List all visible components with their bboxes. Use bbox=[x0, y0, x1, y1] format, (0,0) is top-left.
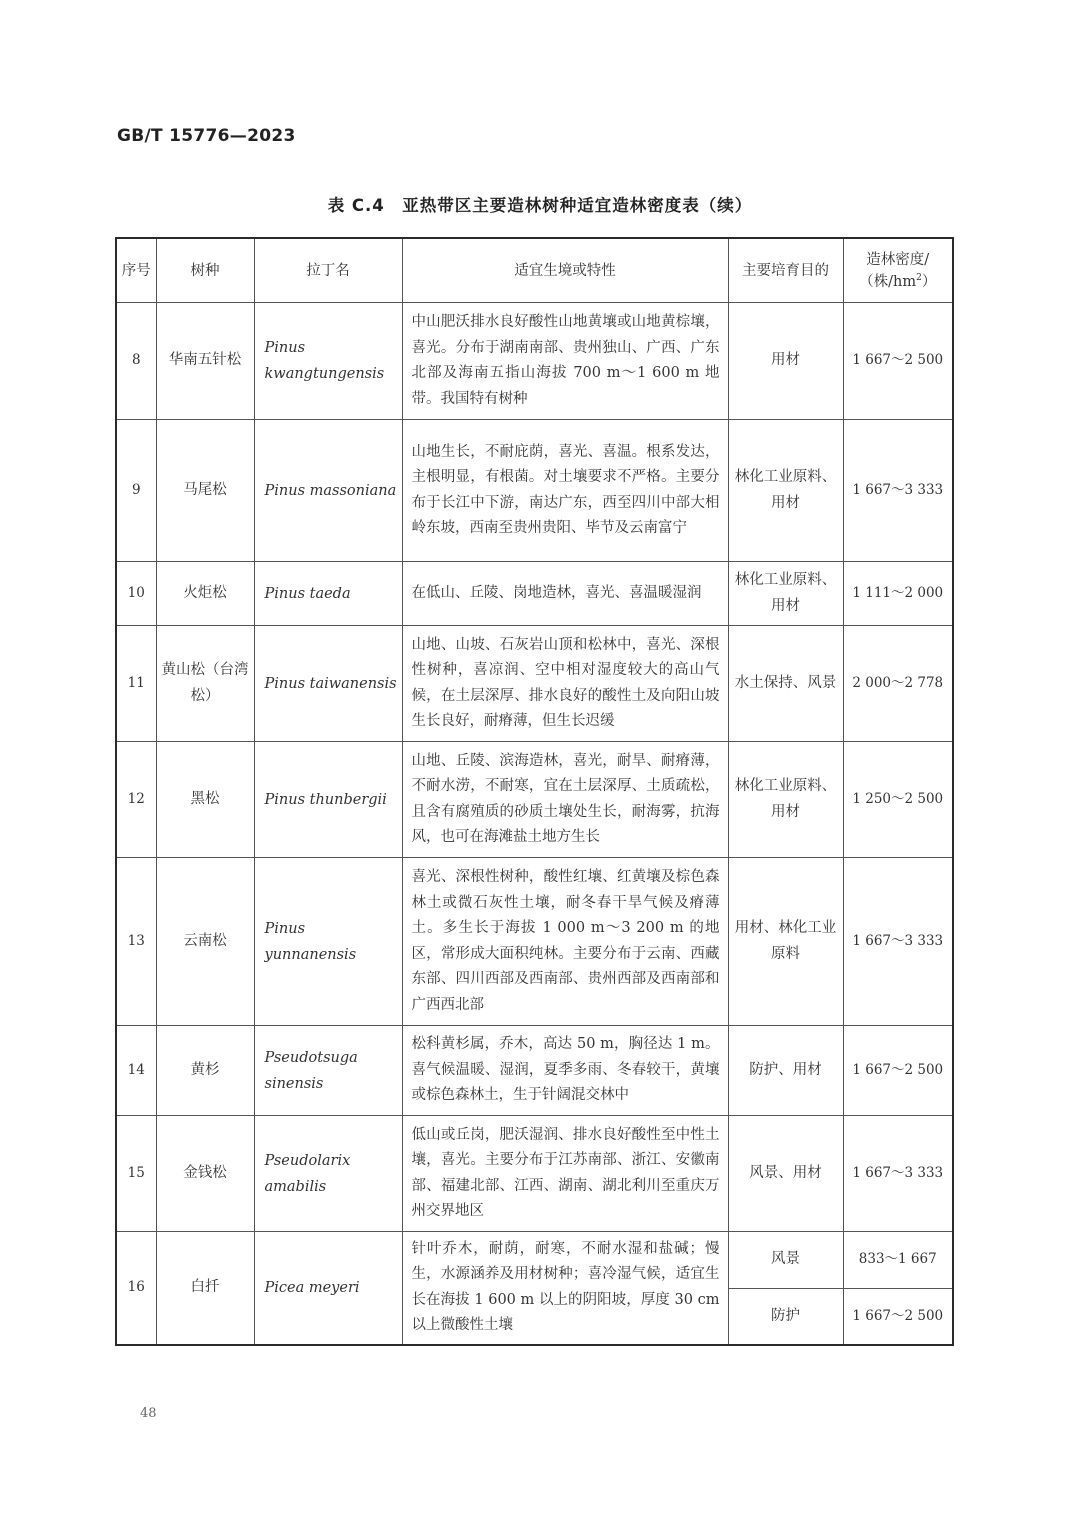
row-density: 833～1 667 bbox=[843, 1232, 953, 1289]
table-row bbox=[116, 303, 953, 420]
row-latin-name: Pinus massoniana bbox=[254, 420, 402, 562]
row-species: 金钱松 bbox=[156, 1116, 254, 1232]
row-latin-name: Pseudotsuga sinensis bbox=[254, 1026, 402, 1116]
row-index: 14 bbox=[116, 1026, 156, 1116]
header-density bbox=[843, 238, 953, 303]
row-habitat: 在低山、丘陵、岗地造林，喜光、喜温暖湿润 bbox=[402, 562, 728, 626]
row-habitat: 山地、丘陵、滨海造林，喜光，耐旱、耐瘠薄，不耐水涝，不耐寒，宜在土层深厚、土质疏松，且含有腐殖质的砂质土壤处生长，耐海雾，抗海风，也可在海滩盐土地方生长 bbox=[402, 742, 728, 858]
density-table bbox=[115, 237, 954, 1346]
table-row bbox=[116, 626, 953, 742]
header-habitat: 适宜生境或特性 bbox=[402, 238, 728, 303]
row-index: 15 bbox=[116, 1116, 156, 1232]
row-species: 火炬松 bbox=[156, 562, 254, 626]
row-density: 1 667～3 333 bbox=[843, 858, 953, 1026]
table-title: 表 C.4 亚热带区主要造林树种适宜造林密度表（续） bbox=[327, 196, 753, 215]
page-number: 48 bbox=[140, 1406, 157, 1421]
row-purpose: 风景、用材 bbox=[728, 1116, 843, 1232]
row-density: 1 667～3 333 bbox=[843, 420, 953, 562]
row-species: 云南松 bbox=[156, 858, 254, 1026]
row-purpose: 林化工业原料、用材 bbox=[728, 420, 843, 562]
row-latin-name: Pinus kwangtungensis bbox=[254, 303, 402, 420]
row-species: 白扦 bbox=[156, 1232, 254, 1345]
row-latin-name: Picea meyeri bbox=[254, 1232, 402, 1345]
row-purpose: 林化工业原料、用材 bbox=[728, 742, 843, 858]
row-purpose: 风景 bbox=[728, 1232, 843, 1289]
header-index: 序号 bbox=[116, 238, 156, 303]
row-purpose: 用材 bbox=[728, 303, 843, 420]
header-density-close: ） bbox=[921, 273, 937, 290]
header-latin-name: 拉丁名 bbox=[254, 238, 402, 303]
row-density: 1 111～2 000 bbox=[843, 562, 953, 626]
table-row bbox=[116, 562, 953, 626]
table-row bbox=[116, 420, 953, 562]
table-header-row bbox=[116, 238, 953, 303]
row-index: 11 bbox=[116, 626, 156, 742]
row-density: 1 667～2 500 bbox=[843, 1289, 953, 1345]
row-density: 2 000～2 778 bbox=[843, 626, 953, 742]
row-latin-name: Pinus thunbergii bbox=[254, 742, 402, 858]
table-row bbox=[116, 1116, 953, 1232]
row-habitat: 针叶乔木，耐荫，耐寒，不耐水湿和盐碱；慢生，水源涵养及用材树种；喜冷湿气候，适宜生长在海拔 1 600 m 以上的阴阳坡，厚度 30 cm 以上微酸性土壤 bbox=[402, 1232, 728, 1345]
row-habitat: 中山肥沃排水良好酸性山地黄壤或山地黄棕壤，喜光。分布于湖南南部、贵州独山、广西、广东北部及海南五指山海拔 700 m～1 600 m 地带。我国特有树种 bbox=[402, 303, 728, 420]
row-latin-name: Pinus yunnanensis bbox=[254, 858, 402, 1026]
header-density-line1: 造林密度/ bbox=[866, 251, 930, 268]
header-density-line2: （株/hm bbox=[859, 273, 917, 290]
row-index: 16 bbox=[116, 1232, 156, 1345]
row-index: 13 bbox=[116, 858, 156, 1026]
row-density: 1 667～2 500 bbox=[843, 1026, 953, 1116]
row-latin-name: Pseudolarix amabilis bbox=[254, 1116, 402, 1232]
row-index: 9 bbox=[116, 420, 156, 562]
table-row bbox=[116, 742, 953, 858]
row-species: 华南五针松 bbox=[156, 303, 254, 420]
row-latin-name: Pinus taeda bbox=[254, 562, 402, 626]
table-row bbox=[116, 1026, 953, 1116]
row-habitat: 低山或丘岗，肥沃湿润、排水良好酸性至中性土壤，喜光。主要分布于江苏南部、浙江、安徽南部、福建北部、江西、湖南、湖北利川至重庆万州交界地区 bbox=[402, 1116, 728, 1232]
row-habitat: 山地、山坡、石灰岩山顶和松林中，喜光、深根性树种，喜凉润、空中相对湿度较大的高山气候，在土层深厚、排水良好的酸性土及向阳山坡生长良好，耐瘠薄，但生长迟缓 bbox=[402, 626, 728, 742]
header-species: 树种 bbox=[156, 238, 254, 303]
row-habitat: 山地生长，不耐庇荫，喜光、喜温。根系发达，主根明显，有根菌。对土壤要求不严格。主要分布于长江中下游，南达广东，西至四川中部大相岭东坡，西南至贵州贵阳、毕节及云南富宁 bbox=[402, 420, 728, 562]
row-purpose: 用材、林化工业原料 bbox=[728, 858, 843, 1026]
row-habitat: 喜光、深根性树种，酸性红壤、红黄壤及棕色森林土或微石灰性土壤，耐冬春干旱气候及瘠薄土。多生长于海拔 1 000 m～3 200 m 的地区，常形成大面积纯林。主要分布于云南、西藏东部、四川西部及西南部、贵州西部及西南部和广西西北部 bbox=[402, 858, 728, 1026]
row-density: 1 667～3 333 bbox=[843, 1116, 953, 1232]
row-purpose: 防护 bbox=[728, 1289, 843, 1345]
header-density-sup: 2 bbox=[916, 272, 922, 283]
row-species: 黄杉 bbox=[156, 1026, 254, 1116]
row-index: 8 bbox=[116, 303, 156, 420]
row-purpose: 水土保持、风景 bbox=[728, 626, 843, 742]
table-row bbox=[116, 858, 953, 1026]
row-index: 12 bbox=[116, 742, 156, 858]
row-purpose: 防护、用材 bbox=[728, 1026, 843, 1116]
row-species: 黄山松（台湾松） bbox=[156, 626, 254, 742]
row-species: 马尾松 bbox=[156, 420, 254, 562]
row-density: 1 667～2 500 bbox=[843, 303, 953, 420]
header-purpose: 主要培育目的 bbox=[728, 238, 843, 303]
row-index: 10 bbox=[116, 562, 156, 626]
standard-code: GB/T 15776—2023 bbox=[117, 126, 296, 146]
row-purpose: 林化工业原料、用材 bbox=[728, 562, 843, 626]
table-row bbox=[116, 1232, 953, 1289]
row-latin-name: Pinus taiwanensis bbox=[254, 626, 402, 742]
row-habitat: 松科黄杉属，乔木，高达 50 m，胸径达 1 m。喜气候温暖、湿润，夏季多雨、冬春较干，黄壤或棕色森林土，生于针阔混交林中 bbox=[402, 1026, 728, 1116]
row-species: 黑松 bbox=[156, 742, 254, 858]
row-density: 1 250～2 500 bbox=[843, 742, 953, 858]
